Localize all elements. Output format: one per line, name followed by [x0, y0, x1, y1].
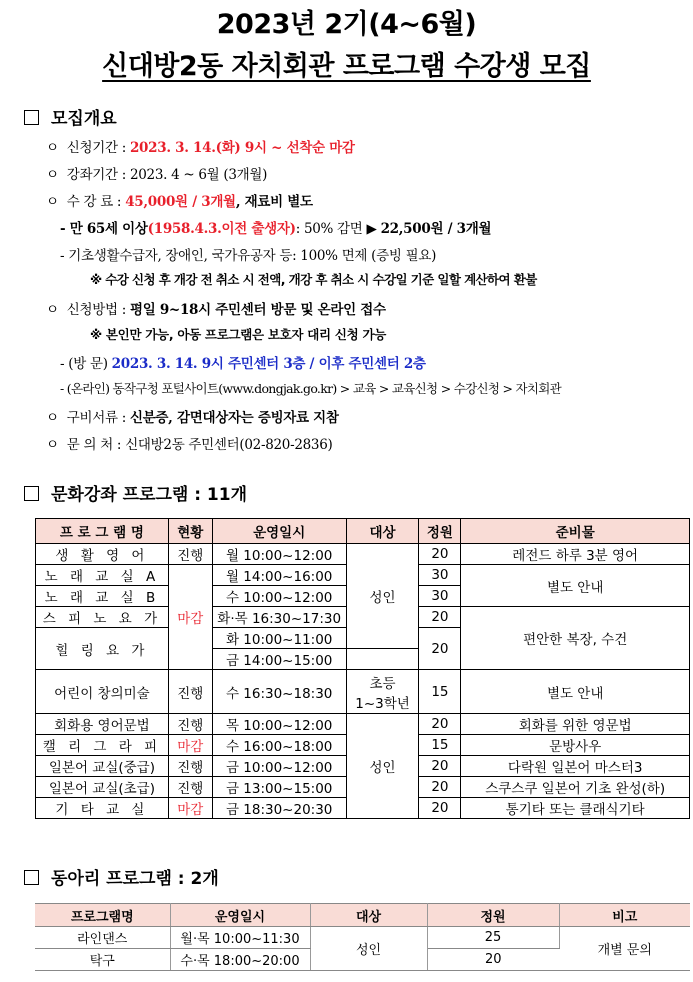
senior-discount-line: - 만 65세 이상(1958.4.3.이전 출생자): 50% 감면 ▶ 22,500원 / 3개월	[60, 221, 492, 237]
target: 성인	[346, 714, 419, 819]
program-name: 생 활 영 어	[36, 544, 169, 565]
schedule: 월 14:00~16:00	[212, 565, 346, 586]
table-row	[36, 714, 690, 735]
col-header-name: 프로그램명	[35, 904, 170, 927]
schedule: 목 10:00~12:00	[212, 714, 346, 735]
schedule: 금 13:00~15:00	[212, 777, 346, 798]
program-name: 노 래 교 실 A	[36, 565, 169, 586]
schedule: 수 16:00~18:00	[212, 735, 346, 756]
status-badge: 진행	[168, 714, 212, 735]
prep: 다락원 일본어 마스터3	[461, 756, 690, 777]
section-culture-heading: 문화강좌 프로그램 : 11개	[24, 480, 247, 505]
status-badge: 진행	[168, 777, 212, 798]
status-badge: 마감	[168, 565, 212, 670]
capacity: 25	[427, 927, 559, 949]
visit-line: - (방 문) 2023. 3. 14. 9시 주민센터 3층 / 이후 주민센터 2층	[60, 356, 426, 372]
table-header-row	[36, 519, 690, 544]
capacity: 30	[419, 586, 461, 607]
refund-note: ※ 수강 신청 후 개강 전 취소 시 전액, 개강 후 취소 시 수강일 기준 일할 계산하여 환불	[90, 272, 537, 287]
note: 개별 문의	[559, 927, 690, 971]
program-name: 캘 리 그 라 피	[36, 735, 169, 756]
table-row	[36, 670, 690, 714]
club-program-table	[35, 903, 690, 971]
page-title-period: 2023년 2기(4~6월)	[216, 9, 477, 40]
program-name: 회화용 영어문법	[36, 714, 169, 735]
capacity: 15	[419, 735, 461, 756]
fee-line: ㅇ 수 강 료 : 45,000원 / 3개월, 재료비 별도	[46, 194, 313, 210]
col-header-name: 프 로 그 램 명	[36, 519, 169, 544]
col-header-note: 비고	[559, 904, 690, 927]
capacity: 20	[419, 544, 461, 565]
exempt-line: - 기초생활수급자, 장애인, 국가유공자 등: 100% 면제 (증빙 필요)	[60, 248, 437, 264]
table-row	[35, 927, 690, 949]
program-name: 어린이 창의미술	[36, 670, 169, 714]
status-badge: 마감	[168, 735, 212, 756]
col-header-status: 현황	[168, 519, 212, 544]
capacity: 20	[419, 777, 461, 798]
status-badge: 진행	[168, 544, 212, 565]
prep: 스쿠스쿠 일본어 기초 완성(하)	[461, 777, 690, 798]
target: 초등 1~3학년	[346, 670, 419, 714]
program-name: 노 래 교 실 B	[36, 586, 169, 607]
program-name: 힐 링 요 가	[36, 628, 169, 670]
course-line: ㅇ 강좌기간 : 2023. 4 ~ 6월 (3개월)	[46, 167, 268, 183]
prep: 별도 안내	[461, 670, 690, 714]
method-note: ※ 본인만 가능, 아동 프로그램은 보호자 대리 신청 가능	[90, 327, 386, 342]
status-badge: 진행	[168, 670, 212, 714]
col-header-time: 운영일시	[212, 519, 346, 544]
section-club-heading: 동아리 프로그램 : 2개	[24, 864, 219, 889]
col-header-capacity: 정원	[419, 519, 461, 544]
section-overview-heading: 모집개요	[24, 104, 117, 129]
status-badge: 마감	[168, 798, 212, 819]
capacity: 20	[419, 756, 461, 777]
target: 성인	[310, 927, 427, 971]
checkbox-square-icon	[24, 110, 39, 125]
schedule: 금 18:30~20:30	[212, 798, 346, 819]
col-header-target: 대상	[346, 519, 419, 544]
prep: 회화를 위한 영문법	[461, 714, 690, 735]
program-name: 기 타 교 실	[36, 798, 169, 819]
capacity: 20	[419, 628, 461, 670]
capacity: 20	[427, 949, 559, 971]
online-line: - (온라인) 동작구청 포털사이트(www.dongjak.go.kr) > 교육 > 교육신청 > 수강신청 > 자치회관	[60, 381, 562, 396]
capacity: 20	[419, 798, 461, 819]
col-header-capacity: 정원	[427, 904, 559, 927]
schedule: 화·목 16:30~17:30	[212, 607, 346, 628]
prep: 통기타 또는 클래식기타	[461, 798, 690, 819]
page-title: 신대방2동 자치회관 프로그램 수강생 모집	[102, 51, 591, 82]
schedule: 수·목 18:00~20:00	[170, 949, 310, 971]
checkbox-square-icon	[24, 486, 39, 501]
program-name: 라인댄스	[35, 927, 170, 949]
table-row	[36, 544, 690, 565]
checkbox-square-icon	[24, 870, 39, 885]
culture-program-table	[35, 518, 690, 819]
col-header-time: 운영일시	[170, 904, 310, 927]
col-header-prep: 준비물	[461, 519, 690, 544]
schedule: 금 10:00~12:00	[212, 756, 346, 777]
method-line: ㅇ 신청방법 : 평일 9~18시 주민센터 방문 및 온라인 접수	[46, 302, 386, 318]
contact-line: ㅇ 문 의 처 : 신대방2동 주민센터(02-820-2836)	[46, 437, 333, 453]
prep: 문방사우	[461, 735, 690, 756]
prep: 레전드 하루 3분 영어	[461, 544, 690, 565]
status-badge: 진행	[168, 756, 212, 777]
col-header-target: 대상	[310, 904, 427, 927]
prep: 별도 안내	[461, 565, 690, 607]
schedule: 월·목 10:00~11:30	[170, 927, 310, 949]
program-name: 일본어 교실(중급)	[36, 756, 169, 777]
capacity: 20	[419, 714, 461, 735]
schedule: 화 10:00~11:00	[212, 628, 346, 649]
schedule: 금 14:00~15:00	[212, 649, 346, 670]
capacity: 15	[419, 670, 461, 714]
table-header-row	[35, 904, 690, 927]
program-name: 스 피 노 요 가	[36, 607, 169, 628]
period-line: ㅇ 신청기간 : 2023. 3. 14.(화) 9시 ~ 선착순 마감	[46, 140, 355, 156]
schedule: 수 16:30~18:30	[212, 670, 346, 714]
program-name: 일본어 교실(초급)	[36, 777, 169, 798]
target: 성인	[346, 544, 419, 649]
program-name: 탁구	[35, 949, 170, 971]
docs-line: ㅇ 구비서류 : 신분증, 감면대상자는 증빙자료 지참	[46, 410, 339, 426]
capacity: 30	[419, 565, 461, 586]
schedule: 월 10:00~12:00	[212, 544, 346, 565]
capacity: 20	[419, 607, 461, 628]
prep: 편안한 복장, 수건	[461, 607, 690, 670]
schedule: 수 10:00~12:00	[212, 586, 346, 607]
